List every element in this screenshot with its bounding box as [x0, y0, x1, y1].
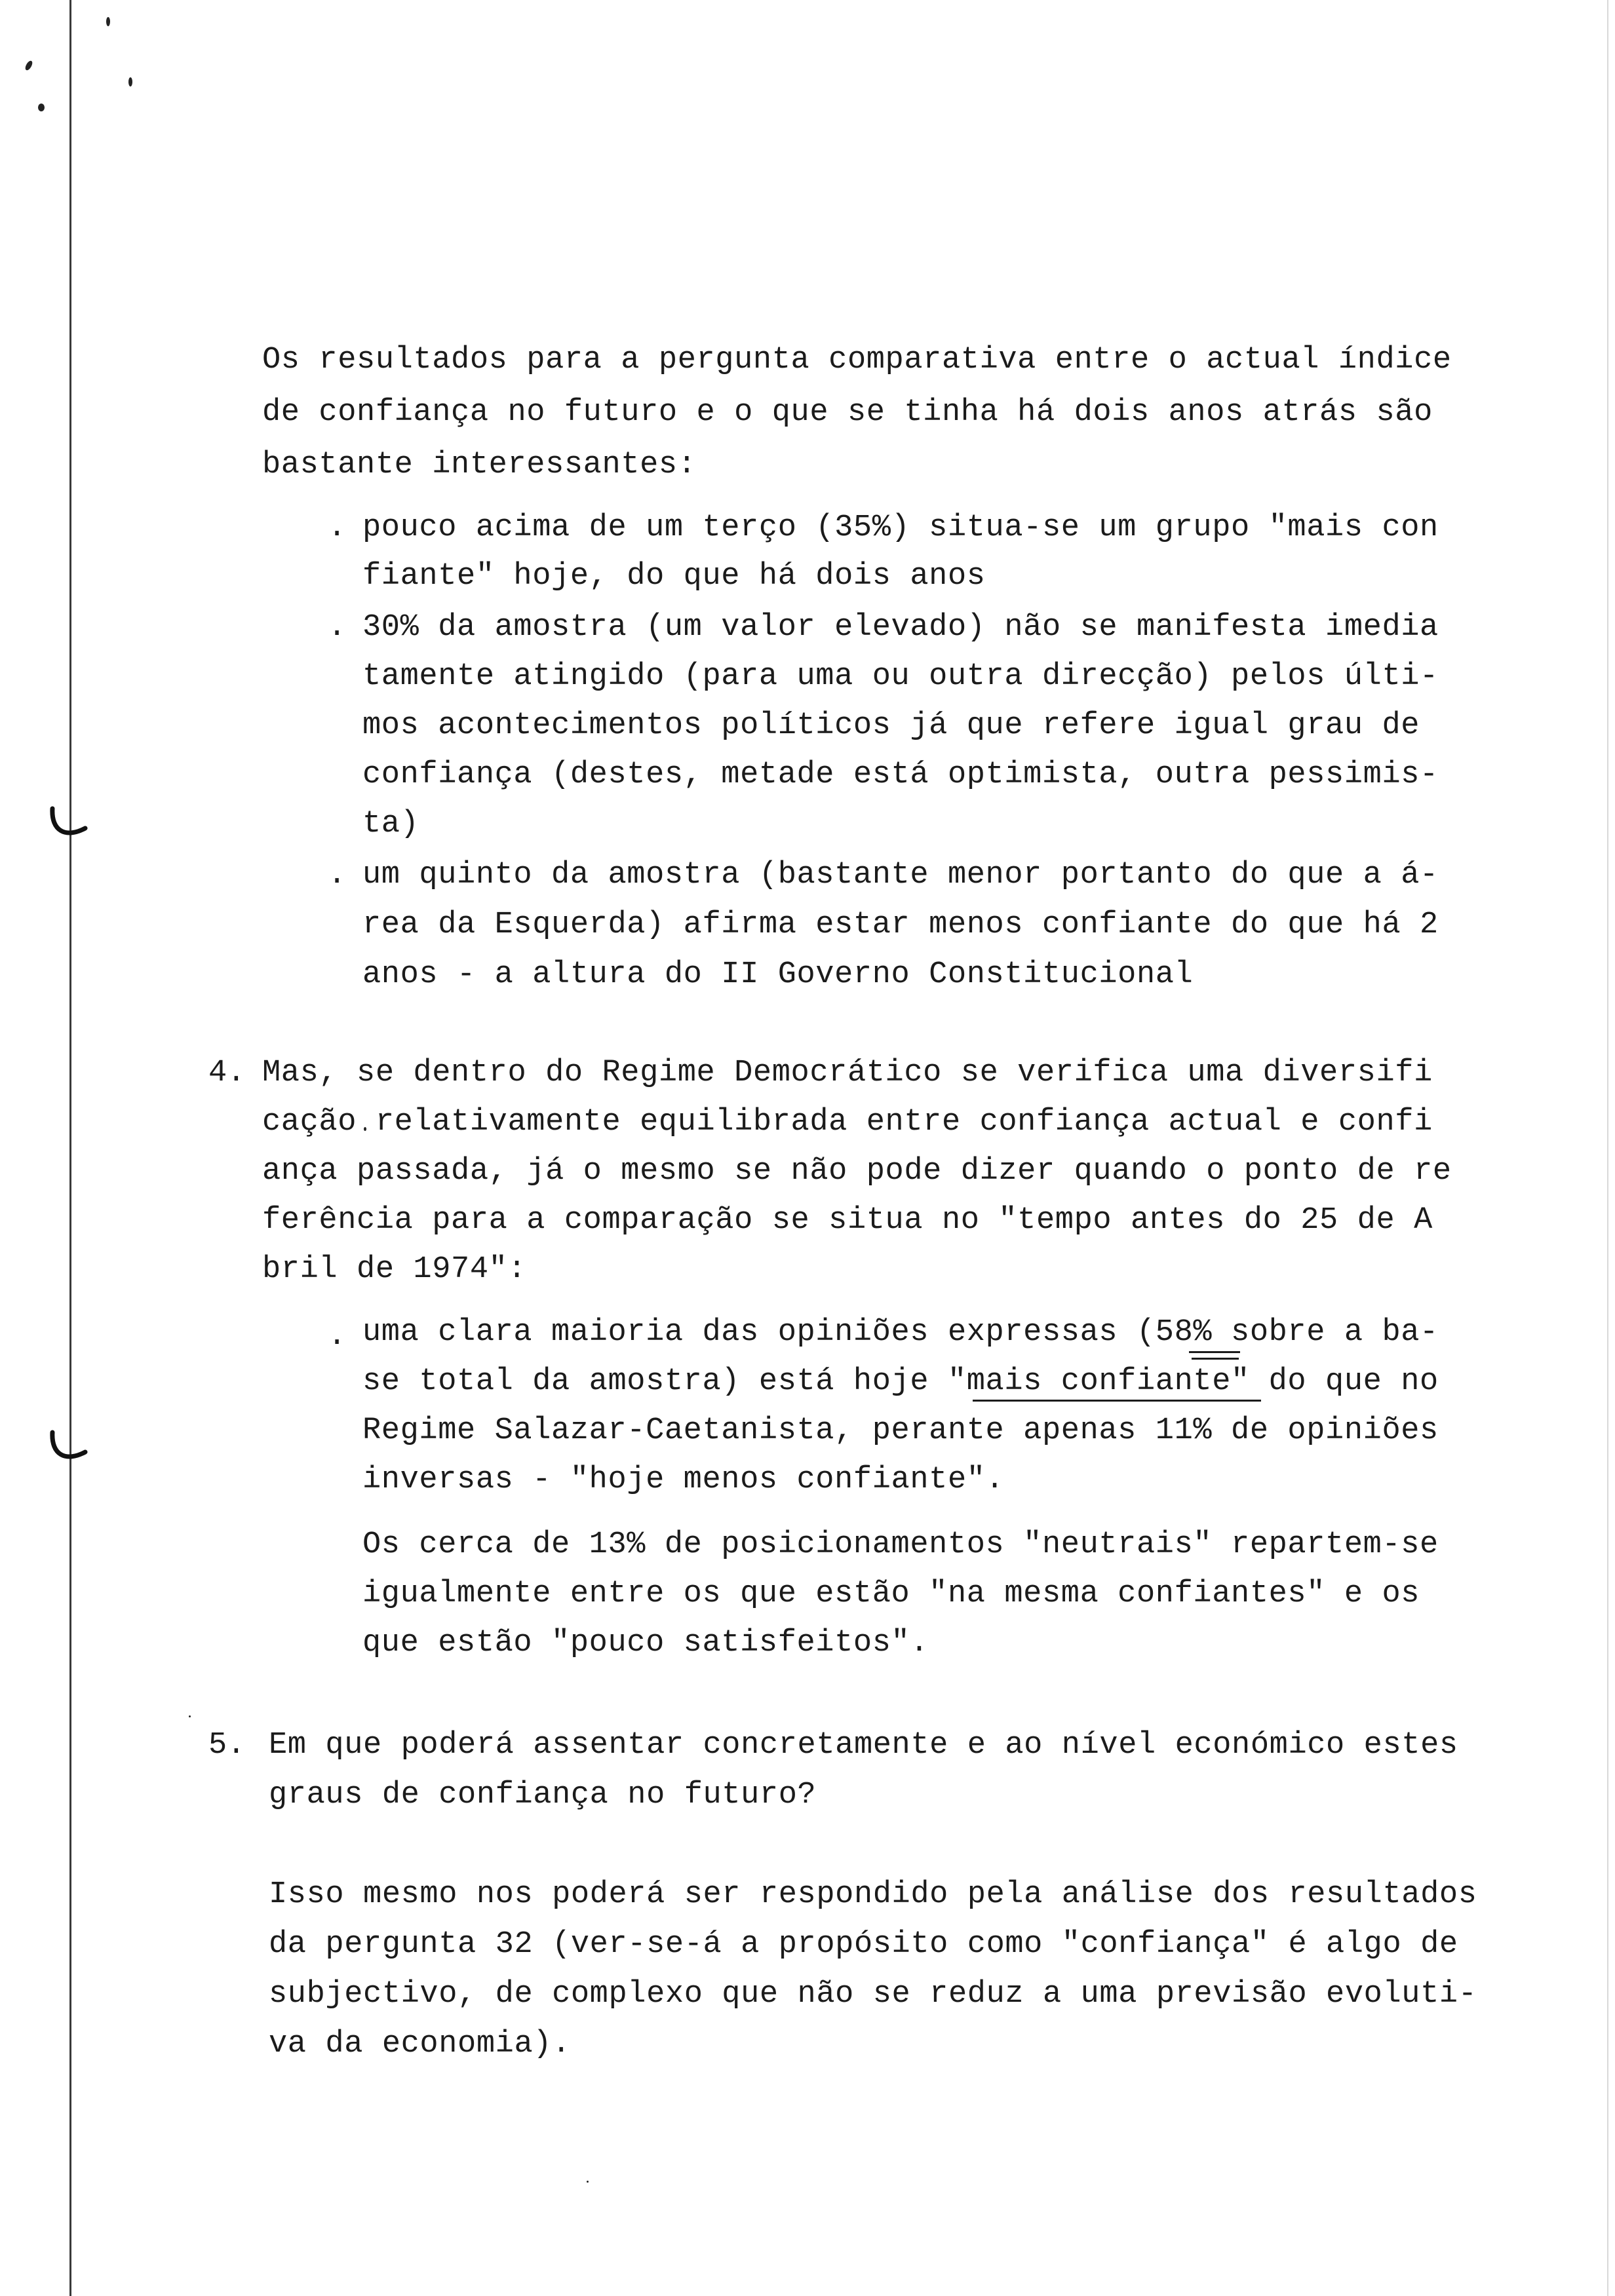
paragraph-text: Os cerca de 13% de posicionamentos "neutrais" repartem-se [362, 1527, 1439, 1562]
intro-line: bastante interessantes: [262, 448, 697, 482]
bullet-text: ta) [362, 807, 419, 841]
section-text: bril de 1974": [262, 1252, 527, 1287]
paragraph-text: Isso mesmo nos poderá ser respondido pela análise dos resultados [269, 1877, 1477, 1912]
section-text: Mas, se dentro do Regime Democrático se verifica uma diversifi [262, 1056, 1433, 1090]
bullet-text: pouco acima de um terço (35%) situa-se um grupo "mais con [362, 510, 1439, 545]
bullet-text: confiança (destes, metade está optimista, outra pessimis- [362, 757, 1439, 792]
bullet-text: anos - a altura do II Governo Constitucional [362, 957, 1194, 992]
handwritten-underline [973, 1400, 1261, 1402]
paragraph-text: subjectivo, de complexo que não se reduz a uma previsão evoluti- [269, 1977, 1477, 2012]
section-number: 5. [208, 1728, 246, 1763]
paragraph-text: va da economia). [269, 2027, 571, 2061]
section-text: cação relativamente equilibrada entre confiança actual e confi [262, 1105, 1433, 1139]
section-text: Em que poderá assentar concretamente e ao nível económico estes [269, 1728, 1458, 1763]
bullet-text: uma clara maioria das opiniões expressas (58% sobre a ba- [362, 1315, 1439, 1350]
bullet-text: se total da amostra) está hoje "mais confiante" do que no [362, 1364, 1439, 1399]
scan-speck [587, 2181, 589, 2183]
bullet-text: 30% da amostra (um valor elevado) não se manifesta imedia [362, 610, 1439, 645]
scan-speck [24, 60, 34, 71]
bullet-text: tamente atingido (para uma ou outra direcção) pelos últi- [362, 659, 1439, 694]
bullet-marker: . [328, 1319, 347, 1354]
bullet-text: mos acontecimentos políticos já que refere igual grau de [362, 708, 1420, 743]
scan-speck [128, 77, 132, 86]
bullet-text: rea da Esquerda) afirma estar menos confiante do que há 2 [362, 908, 1439, 942]
bullet-marker: . [328, 610, 347, 645]
bullet-text: Regime Salazar-Caetanista, perante apenas 11% de opiniões [362, 1413, 1439, 1448]
section-text: graus de confiança no futuro? [269, 1778, 817, 1812]
page-edge-line [1607, 0, 1608, 2296]
bullet-text: um quinto da amostra (bastante menor portanto do que a á- [362, 858, 1439, 892]
handwritten-underline [1189, 1351, 1240, 1353]
scan-speck [38, 104, 45, 111]
section-number: 4. [208, 1056, 246, 1090]
punch-hole-mark-icon [46, 805, 92, 844]
section-text: ança passada, já o mesmo se não pode dizer quando o ponto de re [262, 1154, 1452, 1189]
scan-speck [106, 17, 110, 26]
intro-line: Os resultados para a pergunta comparativa entre o actual índice [262, 343, 1452, 377]
paragraph-text: que estão "pouco satisfeitos". [362, 1626, 929, 1660]
intro-line: de confiança no futuro e o que se tinha há dois anos atrás são [262, 395, 1433, 430]
bullet-text: fiante" hoje, do que há dois anos [362, 559, 986, 594]
bullet-text: inversas - "hoje menos confiante". [362, 1463, 1005, 1497]
handwritten-underline [1192, 1358, 1239, 1360]
scan-speck [189, 1715, 191, 1717]
bullet-marker: . [328, 510, 347, 545]
paragraph-text: igualmente entre os que estão "na mesma confiantes" e os [362, 1577, 1420, 1611]
section-text: ferência para a comparação se situa no "tempo antes do 25 de A [262, 1203, 1433, 1238]
paragraph-text: da pergunta 32 (ver-se-á a propósito como "confiança" é algo de [269, 1927, 1458, 1962]
punch-hole-mark-icon [46, 1428, 92, 1468]
bullet-marker: . [328, 858, 347, 892]
binding-margin-line [69, 0, 71, 2296]
